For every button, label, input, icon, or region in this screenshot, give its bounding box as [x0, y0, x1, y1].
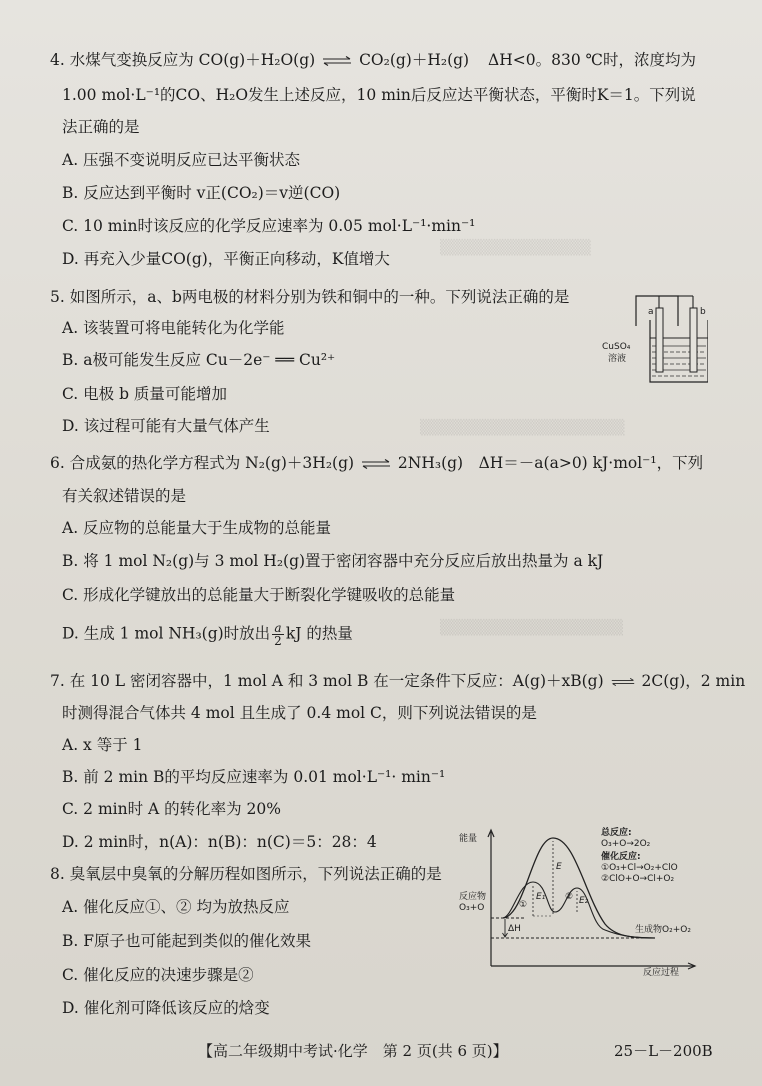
- equilibrium-arrow-icon: [361, 459, 391, 469]
- y-axis-label: 能量: [459, 834, 478, 844]
- step-2-marker: ②: [565, 892, 574, 902]
- activation-energy-e2: E₂: [579, 896, 589, 906]
- q7-equation-left: 7. 在 10 L 密闭容器中，1 mol A 和 3 mol B 在一定条件下反应：A(g)＋xB(g): [50, 672, 604, 690]
- bleed-through-text: ▒▒▒▒▒▒▒▒▒▒▒▒▒▒▒▒▒▒▒: [420, 420, 625, 436]
- total-reaction-title: 总反应:: [601, 828, 632, 838]
- q6-option-a: A. 反应物的总能量大于生成物的总能量: [62, 519, 332, 537]
- q4-option-d: D. 再充入少量CO(g)，平衡正向移动，K值增大: [62, 250, 390, 268]
- footer-title: 【高二年级期中考试·化学 第 2 页(共 6 页)】: [198, 1042, 508, 1060]
- question-4-line-1: [50, 50, 696, 70]
- q4-conditions: ΔH<0。830 ℃时，浓度均为: [488, 51, 696, 69]
- energy-curve-diagram: [455, 826, 740, 978]
- catalytic-step-1: ①O₃+Cl→O₂+ClO: [601, 863, 678, 873]
- q7-option-a: A. x 等于 1: [62, 736, 143, 754]
- q6-equation-right: 2NH₃(g) ΔH＝－a(a>0) kJ·mol⁻¹，下列: [397, 454, 704, 472]
- catalytic-step-2: ②ClO+O→Cl+O₂: [601, 874, 675, 884]
- q7-option-d: D. 2 min时，n(A)：n(B)：n(C)＝5：28：4: [62, 833, 377, 851]
- bleed-through-text: ▒▒▒▒▒▒▒▒▒▒▒▒▒▒▒▒▒: [440, 620, 624, 636]
- q6-option-c: C. 形成化学键放出的总能量大于断裂化学键吸收的总能量: [62, 586, 456, 604]
- reactants-label: 反应物: [459, 892, 487, 902]
- reactants-formula: O₃+O: [459, 903, 485, 913]
- question-8-line-1: 8. 臭氧层中臭氧的分解历程如图所示，下列说法正确的是: [50, 865, 442, 883]
- q4-option-c: C. 10 min时该反应的化学反应速率为 0.05 mol·L⁻¹·min⁻¹: [62, 217, 476, 235]
- solution-label-line-1: CuSO₄: [602, 342, 631, 352]
- q7-option-b: B. 前 2 min B的平均反应速率为 0.01 mol·L⁻¹· min⁻¹: [62, 768, 446, 786]
- electrochemical-cell-figure: [602, 290, 708, 390]
- catalytic-reaction-title: 催化反应:: [601, 852, 641, 862]
- q7-option-c: C. 2 min时 A 的转化率为 20%: [62, 800, 282, 818]
- q5-option-c: C. 电极 b 质量可能增加: [62, 385, 227, 403]
- question-4-line-3: 法正确的是: [62, 118, 140, 136]
- energy-profile-figure: [455, 826, 740, 978]
- question-6-line-1: [50, 453, 703, 473]
- q8-option-c: C. 催化反应的决速步骤是②: [62, 966, 254, 984]
- electrode-a-label: a: [648, 307, 654, 317]
- q6-option-d-text: D. 生成 1 mol NH₃(g)时放出: [62, 624, 271, 643]
- q4-equation-right: CO₂(g)＋H₂(g): [359, 51, 470, 69]
- step-1-marker: ①: [519, 900, 528, 910]
- q6-equation-left: 6. 合成氨的热化学方程式为 N₂(g)＋3H₂(g): [50, 454, 355, 472]
- q6-option-d: [62, 622, 353, 647]
- q8-option-d: D. 催化剂可降低该反应的焓变: [62, 999, 270, 1017]
- q4-option-a: A. 压强不变说明反应已达平衡状态: [62, 151, 301, 169]
- activation-energy-e: E: [556, 862, 562, 872]
- bleed-through-text: ▒▒▒▒▒▒▒▒▒▒▒▒▒▒: [440, 240, 591, 256]
- enthalpy-change-label: ΔH: [508, 924, 521, 934]
- total-reaction-equation: O₃+O→2O₂: [601, 839, 651, 849]
- beaker-diagram: [608, 290, 708, 390]
- q6-option-b: B. 将 1 mol N₂(g)与 3 mol H₂(g)置于密闭容器中充分反应后放出热量为 a kJ: [62, 552, 604, 570]
- q4-equation-left: 4. 水煤气变换反应为 CO(g)＋H₂O(g): [50, 51, 316, 69]
- q6-option-d-tail: kJ 的热量: [285, 624, 353, 643]
- fraction-a-over-2: [272, 622, 284, 647]
- q7-equation-right: 2C(g)，2 min: [641, 672, 746, 690]
- x-axis-label: 反应过程: [643, 968, 680, 978]
- question-4-line-2: 1.00 mol·L⁻¹的CO、H₂O发生上述反应，10 min后反应达平衡状态，平衡时K＝1。下列说: [62, 86, 696, 104]
- q5-option-b: B. a极可能发生反应 Cu－2e⁻ ══ Cu²⁺: [62, 351, 336, 369]
- question-7-line-2: 时测得混合气体共 4 mol 且生成了 0.4 mol C，则下列说法错误的是: [62, 704, 537, 722]
- solution-label-line-2: 溶液: [608, 354, 627, 364]
- question-7-line-1: [50, 671, 745, 691]
- q4-option-b: B. 反应达到平衡时 v正(CO₂)＝v逆(CO): [62, 184, 341, 202]
- products-label: 生成物O₂+O₂: [635, 925, 691, 935]
- equilibrium-arrow-icon: [611, 677, 635, 687]
- equilibrium-arrow-icon: [322, 56, 352, 66]
- activation-energy-e1: E₁: [536, 892, 546, 902]
- electrode-b-label: b: [700, 307, 706, 317]
- q8-option-b: B. F原子也可能起到类似的催化效果: [62, 932, 312, 950]
- q5-option-d: D. 该过程可能有大量气体产生: [62, 417, 270, 435]
- fraction-numerator: a: [272, 622, 284, 635]
- q8-option-a: A. 催化反应①、② 均为放热反应: [62, 898, 290, 916]
- question-6-line-2: 有关叙述错误的是: [62, 487, 187, 505]
- question-5-line-1: 5. 如图所示，a、b两电极的材料分别为铁和铜中的一种。下列说法正确的是: [50, 288, 570, 306]
- fraction-denominator: 2: [274, 634, 282, 648]
- footer-code: 25－L－200B: [614, 1042, 713, 1060]
- q5-option-a: A. 该装置可将电能转化为化学能: [62, 319, 285, 337]
